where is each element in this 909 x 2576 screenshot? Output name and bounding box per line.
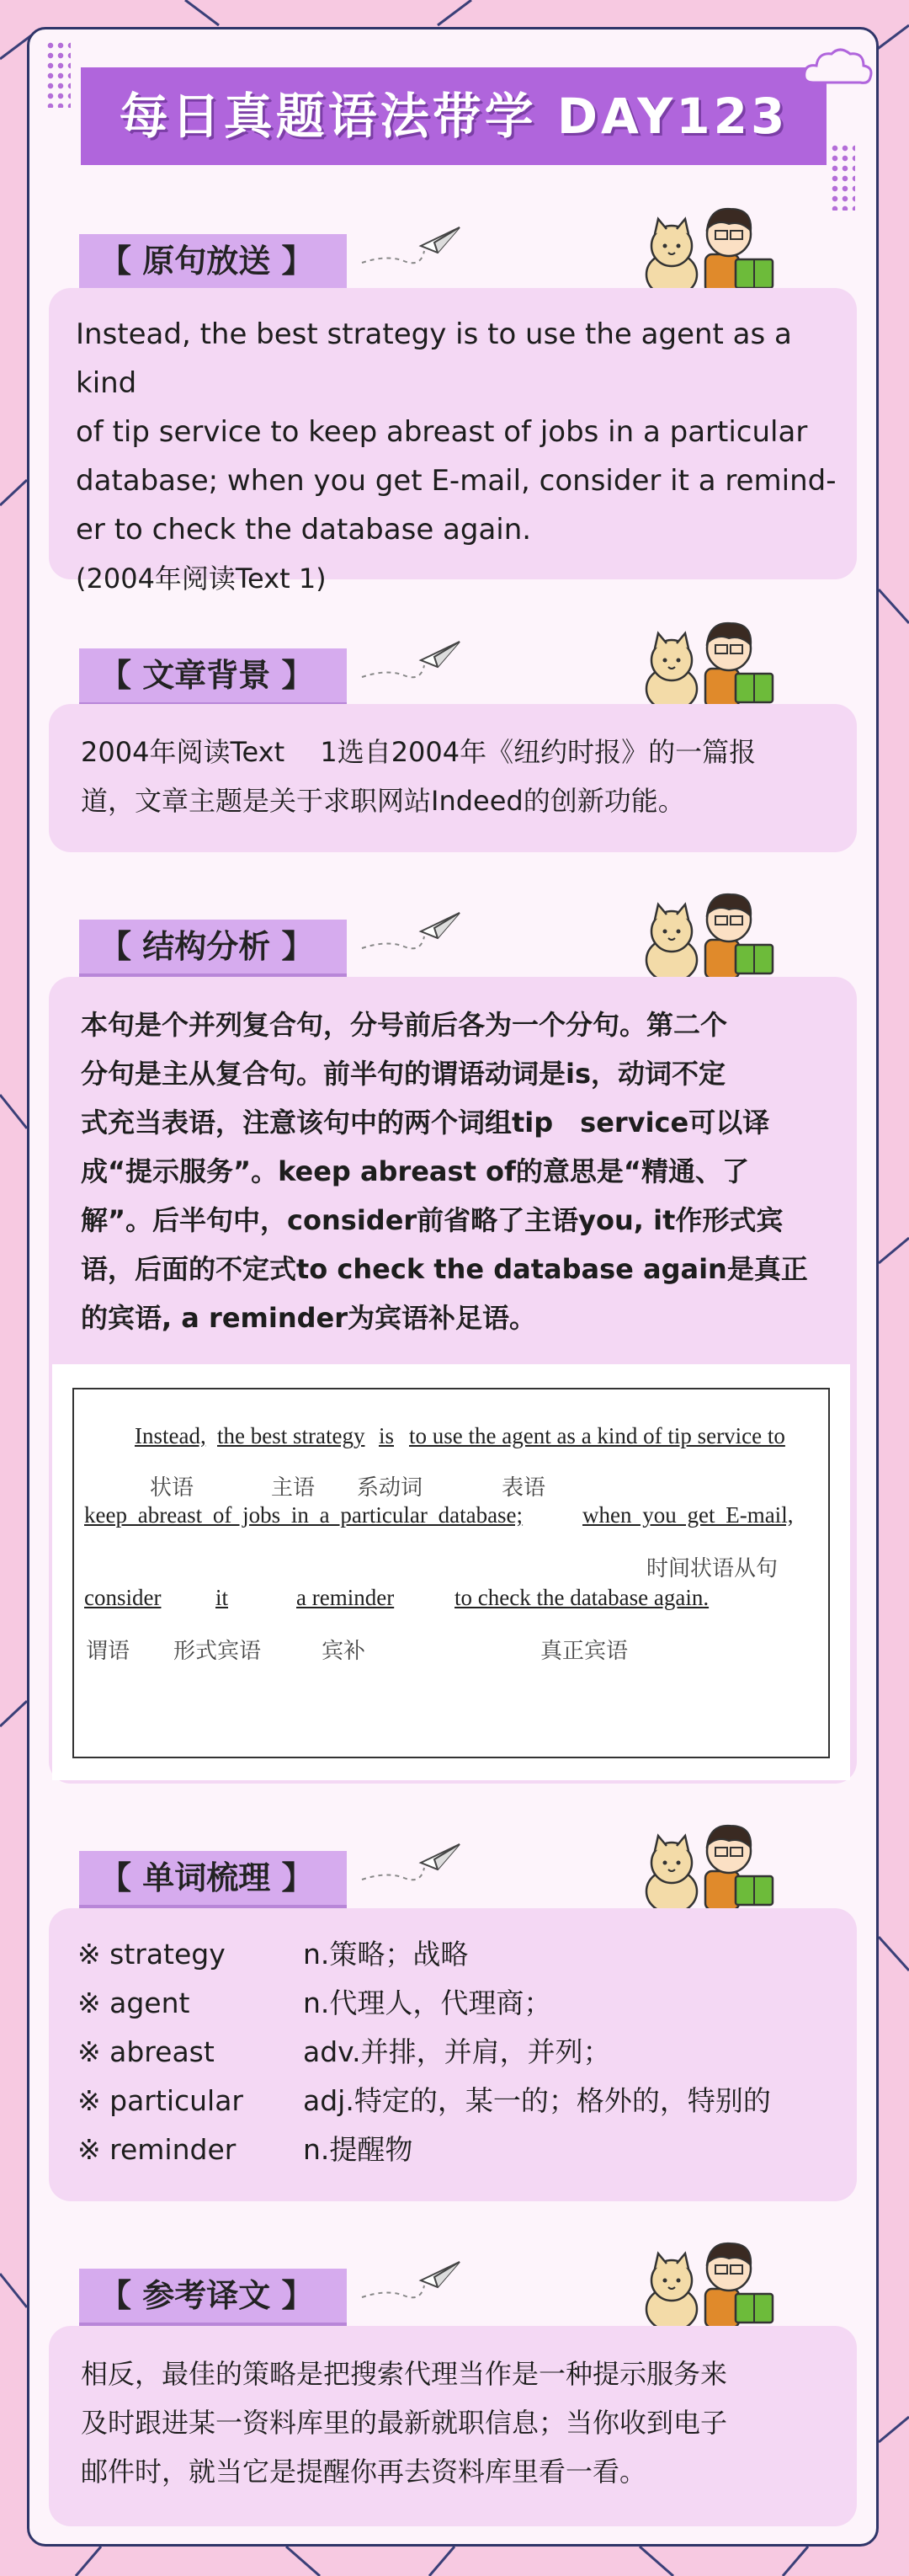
text-line: 道，文章主题是关于求职网站Indeed的创新功能。 — [81, 785, 685, 817]
diagram-tag: 表语 — [502, 1475, 546, 1501]
text-line: 及时跟进某一资料库里的最新就职信息；当你收到电子 — [81, 2407, 728, 2439]
page-title: 每日真题语法带学 DAY123 — [119, 88, 789, 145]
text-line: 分句是主从复合句。前半句的谓语动词是is，动词不定 — [81, 1058, 726, 1090]
sentence-line: Instead, the best strategy is to use the agent as a kind — [76, 317, 792, 400]
decorative-dots — [45, 40, 71, 108]
diagram-tag: 系动词 — [357, 1475, 423, 1501]
section-label-analysis — [79, 920, 347, 973]
section-label-translation — [79, 2269, 347, 2323]
text-line: 本句是个并列复合句，分号前后各为一个分句。第二个 — [81, 1009, 728, 1041]
sentence-structure-diagram — [52, 1364, 850, 1780]
text-line: 邮件时，就当它是提醒你再去资料库里看一看。 — [81, 2456, 647, 2488]
text-line: 的宾语, a reminder为宾语补足语。 — [81, 1302, 537, 1334]
diagram-phrase: it — [215, 1585, 229, 1610]
vocab-word: ※ reminder — [77, 2133, 237, 2166]
diagram-phrase: when you get E-mail, — [582, 1502, 794, 1528]
text-line: 2004年阅读Text 1选自2004年《纽约时报》的一篇报 — [81, 736, 757, 768]
diagram-tag: 谓语 — [86, 1639, 130, 1664]
translation-text — [81, 2349, 855, 2496]
vocab-word: ※ strategy — [77, 1938, 226, 1971]
original-sentence — [76, 310, 850, 603]
vocab-meaning: n.代理人，代理商； — [303, 1987, 552, 2019]
vocab-word: ※ agent — [77, 1987, 190, 2019]
diagram-tag: 形式宾语 — [173, 1639, 262, 1664]
paper-plane-icon — [354, 2255, 463, 2306]
diagram-phrase: Instead, — [135, 1423, 206, 1448]
section-label-original — [79, 234, 347, 288]
vocab-meaning: n.策略；战略 — [303, 1938, 469, 1971]
diagram-tag: 时间状语从句 — [646, 1556, 779, 1581]
diagram-tag: 主语 — [271, 1475, 316, 1501]
text-line: 相反，最佳的策略是把搜索代理当作是一种提示服务来 — [81, 2358, 728, 2390]
paper-plane-icon — [354, 906, 463, 957]
decorative-dots — [830, 143, 855, 211]
section-label-vocabulary — [79, 1851, 347, 1905]
analysis-text — [81, 1000, 855, 1342]
diagram-tag: 真正宾语 — [540, 1639, 629, 1664]
diagram-phrase: is — [379, 1423, 395, 1448]
vocab-row — [77, 1979, 551, 2028]
vocab-row — [77, 2077, 771, 2125]
text-line: 解”。后半句中，consider前省略了主语you, it作形式宾 — [81, 1204, 784, 1236]
vocab-row — [77, 2028, 611, 2077]
title-banner — [81, 67, 827, 165]
diagram-tag: 状语 — [150, 1475, 194, 1501]
vocab-word: ※ abreast — [77, 2035, 215, 2068]
diagram-phrase: to check the database again. — [454, 1585, 710, 1610]
sentence-line: of tip service to keep abreast of jobs in a particular — [76, 415, 808, 449]
diagram-frame — [72, 1388, 830, 1758]
cat-and-boy-reading-mascot — [638, 615, 776, 714]
section-title: 【 文章背景 】 — [99, 657, 314, 694]
diagram-phrase: consider — [84, 1585, 162, 1610]
section-title: 【 参考译文 】 — [99, 2277, 314, 2314]
paper-plane-icon — [354, 635, 463, 685]
diagram-phrase: keep abreast of jobs in a particular database; — [84, 1502, 524, 1528]
background-text — [81, 728, 847, 825]
diagram-phrase: to use the agent as a kind of tip service to — [409, 1423, 785, 1448]
cloud-icon — [801, 44, 874, 91]
cat-and-boy-reading-mascot — [638, 2235, 776, 2334]
cat-and-boy-reading-mascot — [638, 200, 776, 300]
section-title: 【 原句放送 】 — [99, 243, 314, 280]
vocab-row — [77, 1930, 468, 1979]
vocab-meaning: adj.特定的，某一的；格外的，特别的 — [303, 2084, 771, 2117]
source-note: (2004年阅读Text 1) — [76, 563, 327, 595]
paper-plane-icon — [354, 1837, 463, 1888]
sentence-line: er to check the database again. — [76, 513, 532, 547]
sentence-line: database; when you get E-mail, consider it a remind- — [76, 464, 837, 498]
section-title: 【 结构分析 】 — [99, 928, 314, 965]
vocab-row — [77, 2125, 412, 2174]
diagram-tag: 宾补 — [322, 1639, 366, 1664]
text-line: 式充当表语，注意该句中的两个词组tip service可以译 — [81, 1107, 770, 1139]
vocab-meaning: n.提醒物 — [303, 2133, 413, 2166]
section-label-background — [79, 648, 347, 702]
diagram-phrase: a reminder — [296, 1585, 395, 1610]
cat-and-boy-reading-mascot — [638, 886, 776, 985]
text-line: 语，后面的不定式to check the database again是真正 — [81, 1253, 808, 1285]
text-line: 成“提示服务”。keep abreast of的意思是“精通、了 — [81, 1155, 749, 1187]
vocab-meaning: adv.并排，并肩，并列； — [303, 2035, 611, 2068]
cat-and-boy-reading-mascot — [638, 1817, 776, 1917]
section-title: 【 单词梳理 】 — [99, 1859, 314, 1896]
vocab-word: ※ particular — [77, 2084, 244, 2117]
diagram-phrase: the best strategy — [217, 1423, 365, 1448]
paper-plane-icon — [354, 221, 463, 271]
